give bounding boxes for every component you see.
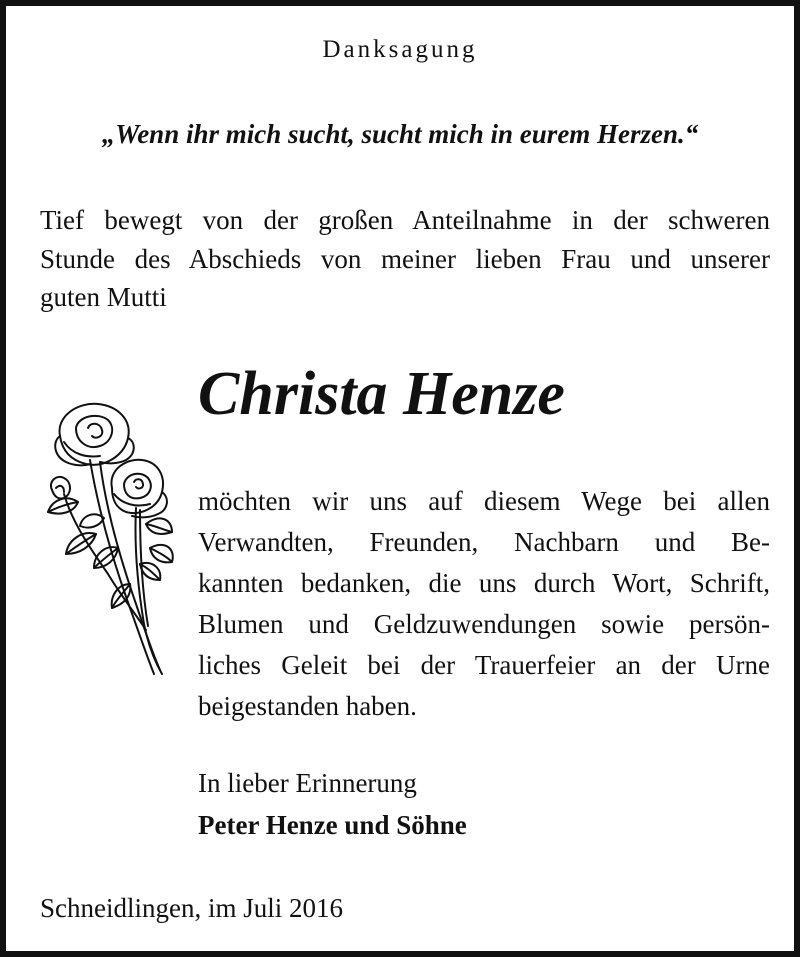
intro-line: guten Mutti bbox=[40, 282, 167, 312]
thanks-paragraph bbox=[198, 481, 770, 727]
roses-illustration-icon bbox=[42, 398, 174, 680]
intro-line: Stunde des Abschieds von meiner lieben Frau und unserer bbox=[40, 243, 770, 274]
motto-quote: „Wenn ihr mich sucht, sucht mich in eurem Herzen.“ bbox=[101, 119, 699, 149]
thanks-line: beigestanden haben. bbox=[198, 691, 417, 721]
thanks-line: möchten wir uns auf diesem Wege bei allen bbox=[198, 486, 770, 516]
thanks-line: Blumen und Geldzuwendungen sowie persön- bbox=[198, 609, 770, 639]
place-date: Schneidlingen, im Juli 2016 bbox=[40, 893, 343, 923]
thanks-line: Verwandten, Freunden, Nachbarn und Be- bbox=[198, 527, 770, 557]
intro-line: Tief bewegt von der großen Anteilnahme in der schweren bbox=[40, 205, 770, 235]
intro-paragraph bbox=[40, 201, 770, 317]
thanks-line: kannten bedanken, die uns durch Wort, Schrift, bbox=[198, 568, 770, 598]
thanks-line: liches Geleit bei der Trauerfeier an der Urne bbox=[198, 650, 770, 680]
greeting: In lieber Erinnerung bbox=[198, 768, 417, 798]
signers: Peter Henze und Söhne bbox=[198, 810, 467, 840]
deceased-name: Christa Henze bbox=[198, 360, 565, 428]
notice-heading: Danksagung bbox=[322, 36, 478, 63]
